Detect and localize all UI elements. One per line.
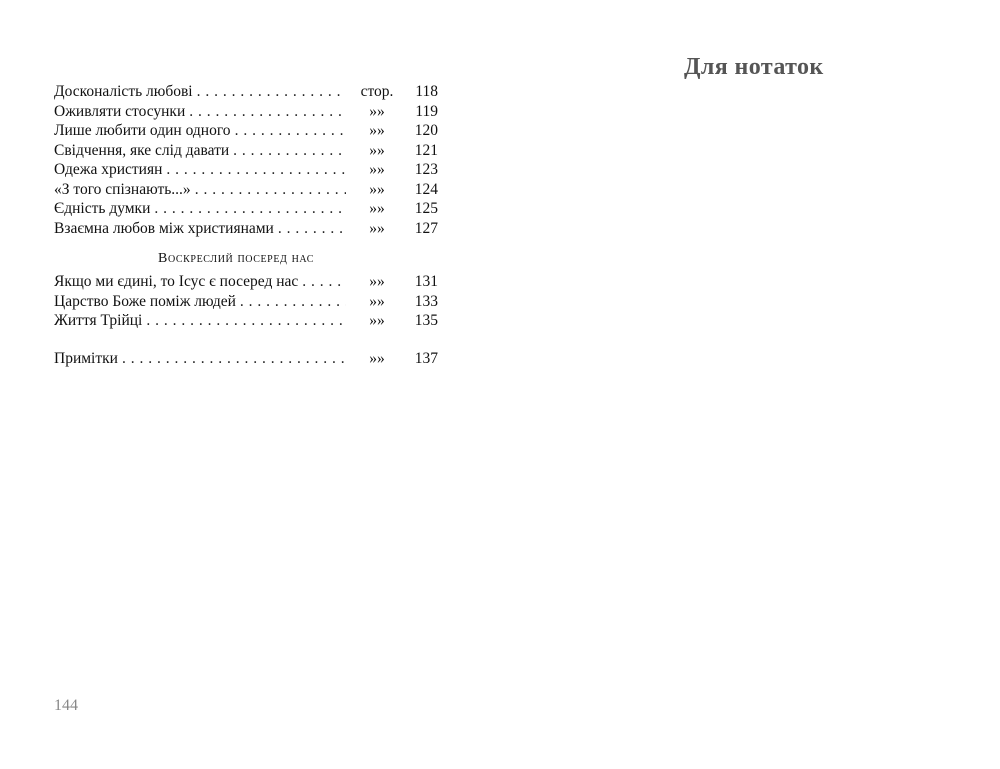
table-of-contents bbox=[54, 82, 438, 368]
toc-entry-marker: »» bbox=[369, 102, 385, 120]
toc-entry-page: 137 bbox=[414, 349, 438, 367]
toc-entry-marker: »» bbox=[369, 122, 385, 139]
toc-entry-marker: »» bbox=[369, 292, 385, 310]
dot-leader bbox=[195, 180, 346, 200]
dot-leader bbox=[166, 160, 346, 180]
toc-entry[interactable] bbox=[54, 180, 438, 200]
dot-leader bbox=[302, 272, 346, 292]
dot-leader bbox=[235, 121, 346, 141]
toc-entry[interactable] bbox=[54, 272, 438, 292]
dot-leader bbox=[122, 349, 346, 369]
toc-entry-marker: »» bbox=[369, 219, 385, 237]
toc-entry-marker: »» bbox=[369, 161, 385, 178]
toc-entry-page: 119 bbox=[415, 102, 438, 120]
toc-entry-marker: »» bbox=[369, 349, 385, 367]
toc-group-3 bbox=[54, 349, 438, 369]
toc-entry-title: Одежа християн bbox=[54, 161, 163, 178]
toc-entry-page: 121 bbox=[414, 141, 438, 159]
dot-leader bbox=[197, 82, 346, 102]
toc-entry-marker: »» bbox=[369, 200, 385, 217]
toc-entry-title: Єдність думки bbox=[54, 200, 151, 217]
toc-entry[interactable] bbox=[54, 121, 438, 141]
dot-leader bbox=[189, 102, 346, 122]
toc-entry-marker: »» bbox=[369, 312, 385, 329]
toc-entry-title: Царство Боже поміж людей bbox=[54, 292, 236, 310]
toc-entry-title: Досконалість любові bbox=[54, 83, 193, 100]
toc-entry-page: 124 bbox=[414, 180, 438, 198]
toc-entry[interactable] bbox=[54, 311, 438, 331]
toc-entry-page: 127 bbox=[414, 219, 438, 237]
toc-entry-page: 131 bbox=[414, 273, 438, 290]
toc-entry-page: 135 bbox=[414, 312, 438, 329]
toc-entry-title: Свідчення, яке слід давати bbox=[54, 141, 230, 159]
toc-entry-page: 123 bbox=[414, 161, 438, 178]
toc-group-2 bbox=[54, 272, 438, 331]
toc-entry[interactable] bbox=[54, 199, 438, 219]
toc-entry-page: 133 bbox=[414, 292, 438, 310]
toc-entry[interactable] bbox=[54, 292, 438, 312]
toc-group-1 bbox=[54, 82, 438, 238]
toc-entry-title: Життя Трійці bbox=[54, 312, 143, 329]
spacer bbox=[54, 331, 438, 349]
toc-entry-title: Примітки bbox=[54, 349, 118, 367]
toc-entry-page: 120 bbox=[414, 122, 438, 139]
toc-entry-page: 125 bbox=[414, 200, 438, 217]
dot-leader bbox=[233, 141, 346, 161]
toc-entry-title: Оживляти стосунки bbox=[54, 102, 186, 120]
toc-entry-title: Взаємна любов між християнами bbox=[54, 219, 274, 237]
toc-entry[interactable] bbox=[54, 102, 438, 122]
dot-leader bbox=[278, 219, 346, 239]
section-heading: Воскреслий посеред нас bbox=[158, 251, 314, 266]
toc-entry-title: Лише любити один одного bbox=[54, 122, 231, 139]
toc-entry[interactable] bbox=[54, 349, 438, 369]
toc-entry[interactable] bbox=[54, 219, 438, 239]
dot-leader bbox=[240, 292, 346, 312]
dot-leader bbox=[146, 311, 346, 331]
toc-entry-marker: »» bbox=[369, 273, 385, 290]
toc-entry-marker: »» bbox=[369, 180, 385, 198]
right-page bbox=[500, 0, 1000, 769]
toc-entry-marker: стор. bbox=[360, 83, 394, 100]
notes-title: Для нотаток bbox=[684, 54, 824, 80]
dot-leader bbox=[154, 199, 346, 219]
toc-entry[interactable] bbox=[54, 82, 438, 102]
toc-entry-page: 118 bbox=[415, 83, 438, 100]
toc-entry-marker: »» bbox=[369, 141, 385, 159]
page-number: 144 bbox=[54, 697, 78, 714]
toc-entry[interactable] bbox=[54, 160, 438, 180]
toc-entry-title: Якщо ми єдині, то Ісус є посеред нас bbox=[54, 273, 299, 290]
toc-entry[interactable] bbox=[54, 141, 438, 161]
toc-entry-title: «З того спізнають...» bbox=[54, 180, 191, 198]
